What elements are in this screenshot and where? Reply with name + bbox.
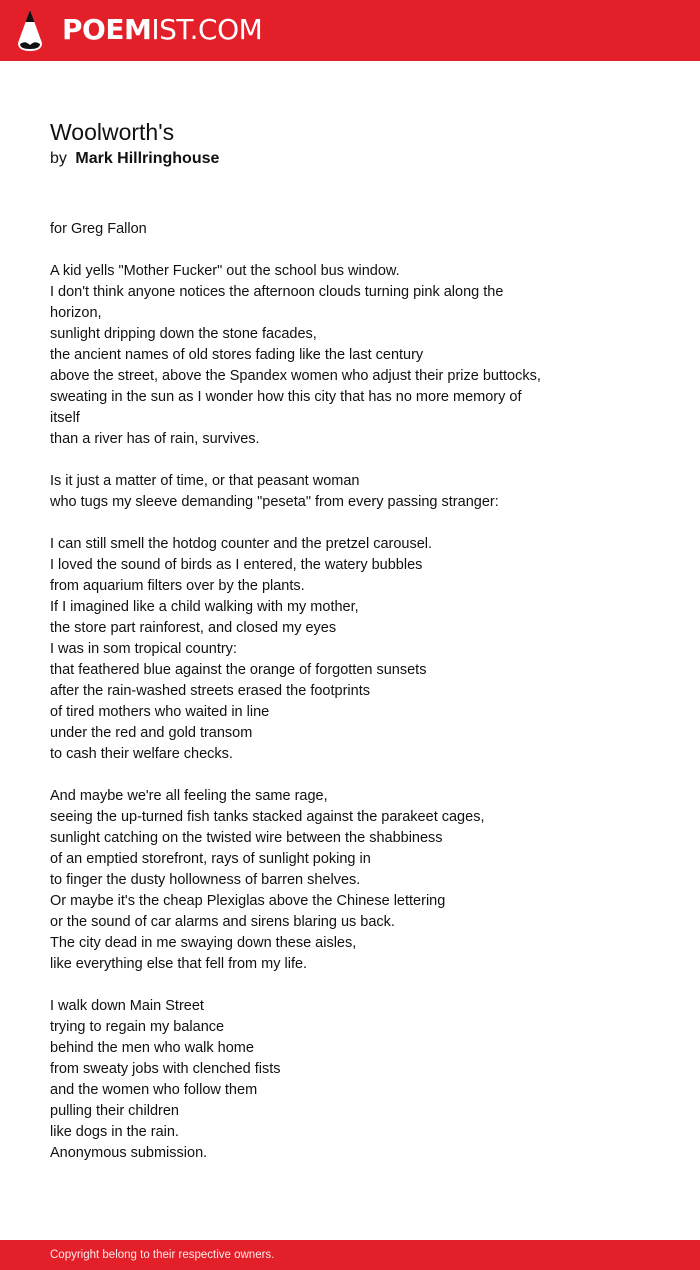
poem-line: Anonymous submission. xyxy=(50,1145,208,1161)
poem-line: And maybe we're all feeling the same rage, xyxy=(50,788,328,804)
dedication: for Greg Fallon xyxy=(50,221,147,237)
site-logo[interactable] xyxy=(62,13,262,47)
stanza-2 xyxy=(50,471,590,513)
poem-line: the store part rainforest, and closed my eyes xyxy=(50,620,337,636)
stanza-1 xyxy=(50,261,590,450)
poem-line: horizon, xyxy=(50,305,102,321)
by-label: by xyxy=(50,150,67,167)
copyright-notice: Copyright belong to their respective owners. xyxy=(50,1249,275,1261)
poem-line: Is it just a matter of time, or that peasant woman xyxy=(50,473,360,489)
poem-line: to cash their welfare checks. xyxy=(50,746,233,762)
stanza-3 xyxy=(50,534,590,765)
poem-line: seeing the up-turned fish tanks stacked against the parakeet cages, xyxy=(50,809,485,825)
pencil-tip-icon xyxy=(17,9,43,52)
poem-line: I was in som tropical country: xyxy=(50,641,237,657)
poem-line: A kid yells "Mother Fucker" out the school bus window. xyxy=(50,263,400,279)
poem-body xyxy=(50,219,590,1164)
stanza-gap xyxy=(50,975,590,996)
poem-line: pulling their children xyxy=(50,1103,179,1119)
stanza-5 xyxy=(50,996,590,1164)
stanza-gap xyxy=(50,240,590,261)
byline xyxy=(50,149,219,169)
poem-line: The city dead in me swaying down these aisles, xyxy=(50,935,357,951)
poem-line: that feathered blue against the orange of forgotten sunsets xyxy=(50,662,427,678)
logo-light-text: IST.COM xyxy=(151,13,263,46)
poem-line: after the rain-washed streets erased the footprints xyxy=(50,683,370,699)
poem-line: trying to regain my balance xyxy=(50,1019,225,1035)
poem-line: to finger the dusty hollowness of barren shelves. xyxy=(50,872,361,888)
poem-line: or the sound of car alarms and sirens blaring us back. xyxy=(50,914,395,930)
poem-line: sunlight dripping down the stone facades, xyxy=(50,326,317,342)
poem-line: than a river has of rain, survives. xyxy=(50,431,260,447)
poem-line: under the red and gold transom xyxy=(50,725,253,741)
stanza-gap xyxy=(50,765,590,786)
poem-line: I loved the sound of birds as I entered, the watery bubbles xyxy=(50,557,423,573)
poem-line: If I imagined like a child walking with my mother, xyxy=(50,599,359,615)
poem-line: I walk down Main Street xyxy=(50,998,204,1014)
site-header xyxy=(0,0,700,61)
poem-line: of tired mothers who waited in line xyxy=(50,704,270,720)
poem-line: like dogs in the rain. xyxy=(50,1124,179,1140)
author-name: Mark Hillringhouse xyxy=(75,150,220,167)
poem-line: from sweaty jobs with clenched fists xyxy=(50,1061,281,1077)
poem-line: behind the men who walk home xyxy=(50,1040,254,1056)
poem-line: sunlight catching on the twisted wire between the shabbiness xyxy=(50,830,443,846)
stanza-4 xyxy=(50,786,590,975)
site-footer xyxy=(0,1240,700,1270)
poem-line: itself xyxy=(50,410,80,426)
stanza-gap xyxy=(50,450,590,471)
poem-line: who tugs my sleeve demanding "peseta" from every passing stranger: xyxy=(50,494,499,510)
poem-line: and the women who follow them xyxy=(50,1082,258,1098)
poem-line: sweating in the sun as I wonder how this city that has no more memory of xyxy=(50,389,522,405)
poem-line: the ancient names of old stores fading like the last century xyxy=(50,347,424,363)
poem-line: from aquarium filters over by the plants. xyxy=(50,578,305,594)
poem-line: above the street, above the Spandex women who adjust their prize buttocks, xyxy=(50,368,541,384)
logo-bold-text: POEM xyxy=(62,13,152,46)
stanza-gap xyxy=(50,513,590,534)
poem-line: Or maybe it's the cheap Plexiglas above the Chinese lettering xyxy=(50,893,446,909)
poem-title: Woolworth's xyxy=(50,119,175,145)
poem-line: of an emptied storefront, rays of sunlight poking in xyxy=(50,851,371,867)
poem-line: I can still smell the hotdog counter and the pretzel carousel. xyxy=(50,536,433,552)
poem-line: like everything else that fell from my life. xyxy=(50,956,308,972)
poem-line: I don't think anyone notices the afternoon clouds turning pink along the xyxy=(50,284,504,300)
